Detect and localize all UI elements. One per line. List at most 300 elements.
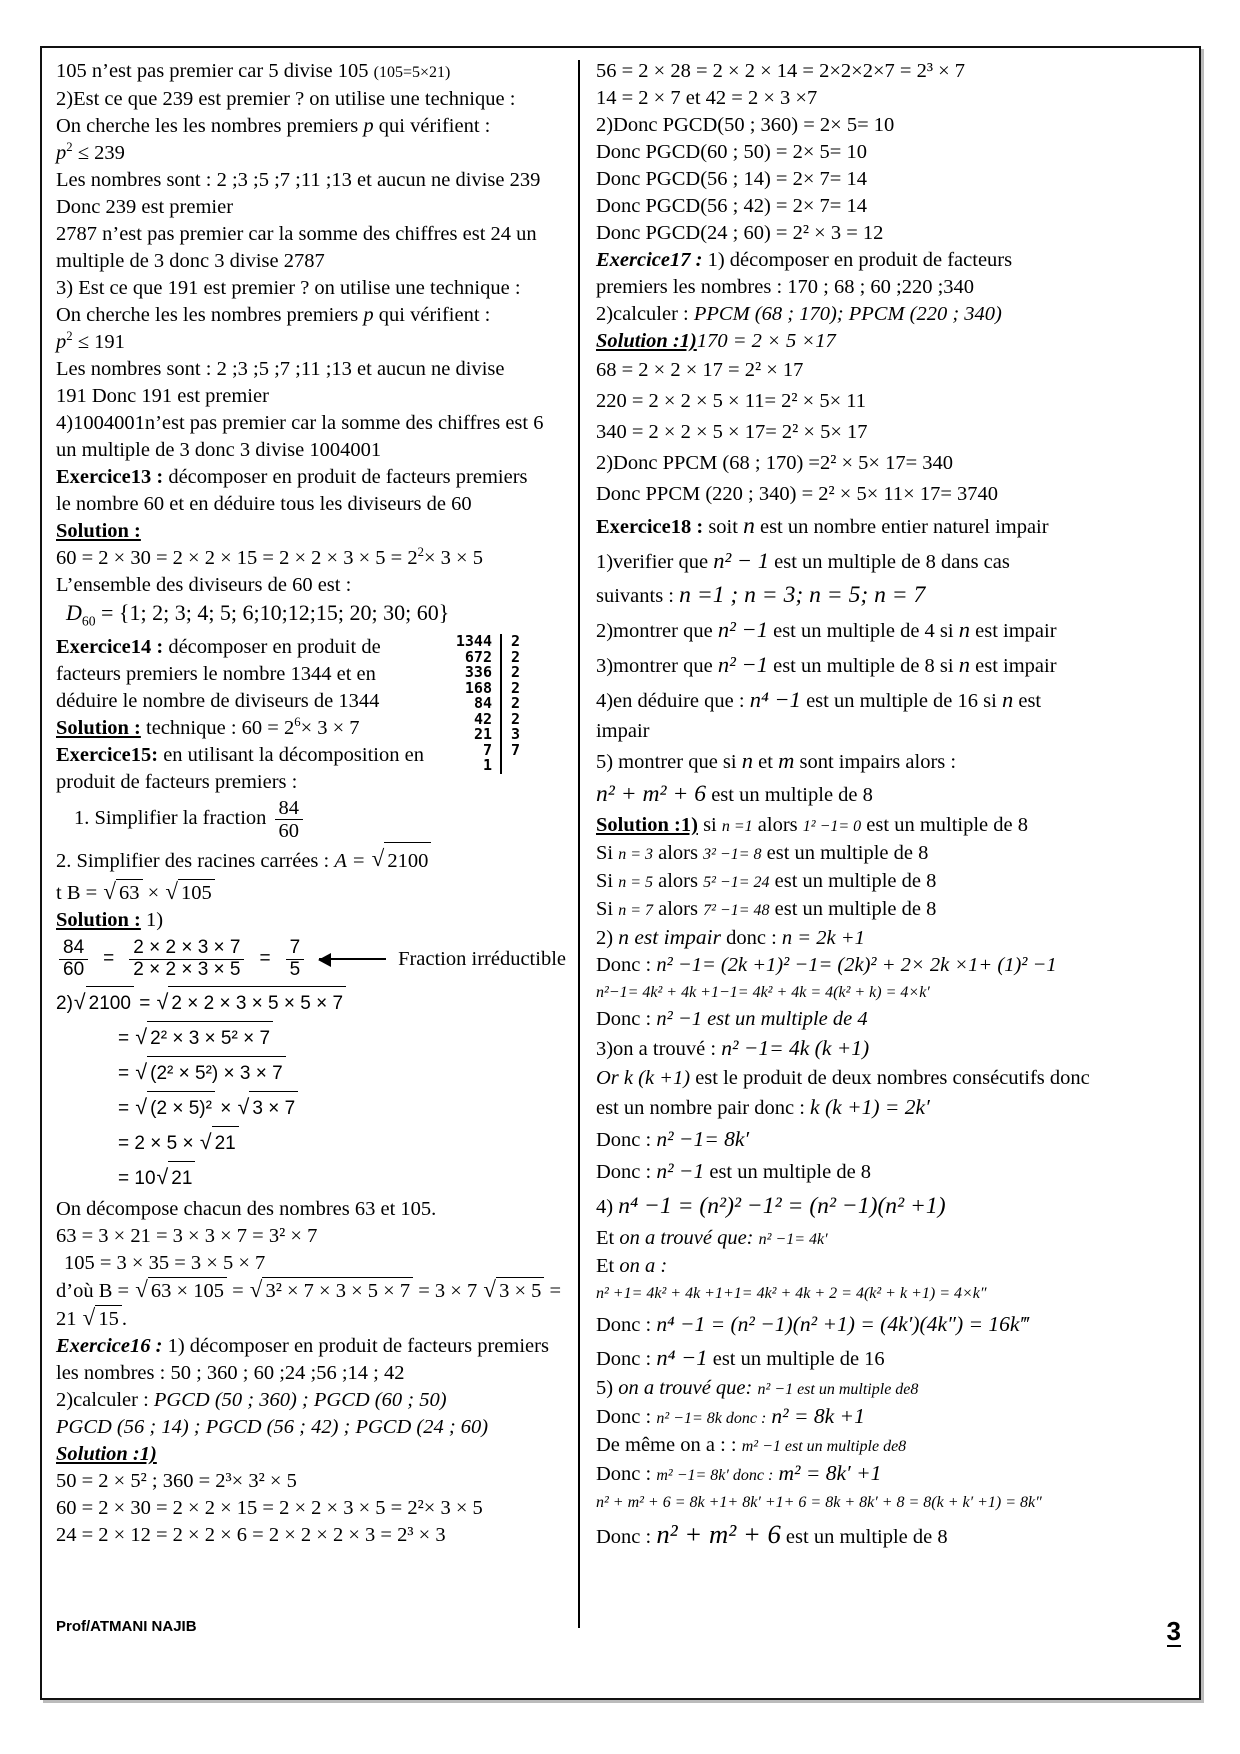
formula-n4: n⁴ −1 = (n²)² −1² = (n² −1)(n² +1) [618, 1193, 946, 1219]
q3-label: 3)montrer que [595, 655, 713, 677]
fraction-simplification-row [56, 938, 566, 980]
divisor-cell: 3 [511, 725, 521, 744]
conclusion: est un multiple de 8 [709, 1161, 872, 1183]
equals-sign: = [118, 1098, 130, 1120]
ex18-et-trouve [596, 1225, 1185, 1253]
quotient-cell: 84 [473, 694, 492, 713]
deriv-line-2 [56, 1021, 566, 1056]
ppcm-68-170: 2)Donc PPCM (68 ; 170) =2² × 5× 17= 340 [595, 452, 954, 474]
exercice18-heading [596, 510, 1185, 544]
numerator: 84 [59, 938, 88, 960]
on-cherche-239: On cherche les les nombres premiers [56, 115, 359, 137]
q2-text: 2. Simplifier des racines carrées : [56, 850, 330, 873]
ex18-part4 [596, 1188, 1185, 1225]
n-impair-text: n est impair [618, 925, 721, 949]
line-105-not-prime: 105 n’est pas premier car 5 divise 105 [56, 60, 369, 82]
numerator: 7 [286, 938, 305, 960]
times-symbol: × [147, 882, 160, 905]
n-equals-2k1: n = 2k +1 [781, 927, 865, 949]
produit-text: est le produit de deux nombres consécutifs donc [695, 1067, 1090, 1089]
line-2787-a: 2787 n’est pas premier car la somme des chiffres est 24 un [56, 223, 537, 245]
ex18-q1 [596, 544, 1185, 579]
left-column [56, 58, 576, 1628]
primes-list-239: Les nombres sont : 2 ;3 ;5 ;7 ;11 ;13 et aucun ne divise 239 [56, 169, 541, 191]
quotient-cell: 42 [473, 709, 492, 728]
exercice13-statement2: le nombre 60 et en déduire tous les diviseurs de 60 [56, 493, 472, 515]
ex18-donc-mult4 [596, 1006, 1185, 1033]
exercice16-calculer [56, 1387, 566, 1414]
fraction-84-60 [59, 938, 88, 980]
on-cherche-191: On cherche les les nombres premiers [56, 304, 359, 326]
radicand: 3 × 5 [496, 1277, 544, 1305]
question-3-191: 3) Est ce que 191 est premier ? on utilise une technique : [56, 277, 521, 299]
exp-2: 2 [66, 140, 73, 155]
sqrt-factored [157, 986, 346, 1021]
step-text: = 2 × 5 × [118, 1133, 194, 1155]
text-line [56, 302, 566, 329]
qui-verifient-191: qui vérifient : [378, 304, 491, 326]
primes-list-191: Les nombres sont : 2 ;3 ;5 ;7 ;11 ;13 et aucun ne divise [56, 358, 505, 380]
donc-label: Donc : [595, 1314, 652, 1336]
ex18-expand-2: n²−1= 4k² + 4k +1−1= 4k² + 4k = 4(k² + k) = 4×k′ [595, 984, 930, 1001]
quotient-cell: 1 [482, 756, 492, 775]
q3-text: est un multiple de 8 si [773, 655, 954, 677]
expr-n2-m2-6: n² + m² + 6 [595, 781, 707, 807]
ppcm-list: PPCM (68 ; 170); PPCM (220 ; 340) [693, 303, 1002, 325]
sqrt-2100 [74, 986, 134, 1021]
line-105-factor: (105=5×21) [373, 64, 451, 81]
equals-sign: = [139, 993, 151, 1015]
quotient-cell: 1344 [455, 632, 492, 651]
division-divisors [500, 634, 520, 774]
n-equals-1: n =1 [721, 818, 753, 835]
ex18-solution-3 [596, 868, 1185, 896]
donc-label: Donc : [595, 1526, 652, 1548]
sqrt-21 [157, 1161, 196, 1196]
ex18-donc-mult16 [596, 1342, 1185, 1375]
step-number: 2) [56, 993, 73, 1015]
sqrt-factored [250, 1277, 413, 1305]
left-arrow-icon [319, 958, 386, 960]
period: . [121, 1308, 127, 1331]
decompose-105: 105 = 3 × 35 = 3 × 5 × 7 [64, 1252, 266, 1275]
technique-text: technique : 60 = 2 [146, 717, 295, 740]
n-equals-5: n = 5 [618, 874, 654, 891]
donc-label: Donc : [595, 1463, 652, 1485]
expr-n4-1: n⁴ −1 [656, 1345, 708, 1370]
q2-label: 2)montrer que [595, 620, 713, 642]
two-column-layout [56, 58, 1185, 1628]
quotient-cell: 7 [482, 740, 492, 759]
author-name: Prof/ATMANI NAJIB [56, 1618, 197, 1635]
ex18-donc-mult8 [596, 1156, 1185, 1188]
denominator: 60 [63, 958, 85, 980]
q2-text: est un multiple de 4 si [773, 620, 954, 642]
si-text: Si [595, 870, 614, 892]
pgcd-60-50: Donc PGCD(60 ; 50) = 2× 5= 10 [595, 141, 867, 163]
donc-label: Donc : [595, 1348, 652, 1370]
donc-label: Donc : [595, 1406, 652, 1428]
n-equals-3: n = 3 [618, 846, 654, 863]
solution-text: Solution :1) [595, 814, 698, 836]
dec-220: 220 = 2 × 2 × 5 × 11= 2² × 5× 11 [595, 390, 867, 412]
equals-sign: = [118, 1028, 130, 1050]
line-1004001-b: un multiple de 3 donc 3 divise 1004001 [56, 439, 382, 461]
formula: n² −1 est un multiple de8 [757, 1381, 919, 1398]
conclusion: est un multiple de 8 [866, 814, 1028, 836]
text-line [56, 58, 566, 86]
exercice15-q1 [56, 796, 566, 842]
q1-text: 1. Simplifier la fraction [74, 807, 267, 830]
expansion: n² −1= (2k +1)² −1= (2k)² + 2× 2k ×1+ (1)² −1 [656, 954, 1057, 976]
ex18-solution-4 [596, 896, 1185, 924]
solution-text: Solution : [56, 909, 141, 932]
exercice13-statement: décomposer en produit de facteurs premiers [168, 466, 528, 488]
de-meme-label: De même on a : : [595, 1434, 737, 1456]
ex18-de-meme [596, 1432, 1185, 1460]
ex18-final-sum: n² + m² + 6 = 8k +1+ 8k′ +1+ 6 = 8k + 8k′ + 8 = 8(k + k′ +1) = 8k″ [595, 1494, 1042, 1511]
radicand: 21 [212, 1126, 239, 1161]
formula: m² −1 est un multiple de8 [741, 1438, 907, 1455]
quotient-cell: 21 [473, 725, 492, 744]
variable-n: n [958, 617, 971, 642]
conclusion-239: Donc 239 est premier [56, 196, 234, 218]
decompose-intro: On décompose chacun des nombres 63 et 105. [56, 1198, 437, 1221]
divisor-cell: 2 [511, 663, 521, 682]
inequality-p2-239 [56, 140, 566, 167]
ex18-q2 [596, 613, 1185, 648]
on-a-text: on a : [619, 1255, 668, 1277]
result: n² = 8k +1 [771, 1404, 865, 1428]
line-1004001-a: 4)1004001n’est pas premier car la somme des chiffres est 6 [56, 412, 544, 434]
pgcd-list-2: PGCD (56 ; 14) ; PGCD (56 ; 42) ; PGCD (24 ; 60) [56, 1416, 489, 1439]
radicand: 2100 [86, 986, 134, 1021]
exercice17-label: Exercice17 : [595, 249, 703, 271]
formula: n⁴ −1 = (n² −1)(n² +1) = (4k′)(4k″) = 16k‴ [656, 1312, 1029, 1336]
step-text: = 10 [118, 1168, 156, 1190]
equals-sign: = [259, 948, 271, 970]
fraction-84-60 [275, 797, 304, 842]
pgcd-list-1: PGCD (50 ; 360) ; PGCD (60 ; 50) [153, 1389, 447, 1412]
dec-68: 68 = 2 × 2 × 17 = 2² × 17 [595, 359, 804, 381]
ex18-et-on-a [596, 1253, 1185, 1280]
exercice17-statement: 1) décomposer en produit de facteurs [707, 249, 1013, 271]
set-symbol-D: D [66, 600, 82, 625]
expr-n2-m2-6: n² + m² + 6 [656, 1519, 781, 1549]
ex18-donc-8k1 [596, 1403, 1185, 1432]
quotient-cell: 168 [464, 678, 492, 697]
et-label: Et [595, 1227, 615, 1249]
exercice18-statement: est un nombre entier naturel impair [759, 516, 1049, 538]
radicand: (2² × 5²) × 3 × 7 [147, 1056, 286, 1091]
ineq-rhs: ≤ 239 [77, 142, 125, 164]
computation: 3² −1= 8 [703, 846, 762, 863]
donc-text: donc : [726, 927, 777, 949]
solution-label [56, 518, 566, 545]
computation: 7² −1= 48 [703, 902, 770, 919]
variable-n: n [958, 652, 971, 677]
sqrt-21 [200, 1126, 239, 1161]
B-tail: = 3 × 7 [418, 1280, 478, 1303]
numerator: 84 [275, 797, 304, 820]
variable-p: p [363, 115, 374, 137]
conclusion-191: 191 Donc 191 est premier [56, 385, 269, 407]
sqrt-powers [135, 1021, 273, 1056]
divisor-cell: 2 [511, 709, 521, 728]
sqrt-3x5 [483, 1277, 544, 1305]
exp-2: 2 [66, 329, 73, 344]
solution-text: Solution : [56, 520, 141, 542]
si-text: Si [595, 842, 614, 864]
sqrt-105 [165, 879, 214, 907]
radicand: 2² × 3 × 5² × 7 [147, 1021, 273, 1056]
ineq-rhs: ≤ 191 [77, 331, 125, 353]
conclusion: est un multiple de 8 [785, 1526, 948, 1548]
coefficient: 21 [56, 1308, 77, 1331]
equals-sign: = [549, 1280, 562, 1303]
q5-tail: sont impairs alors : [799, 751, 957, 773]
equals-sign: = [232, 1280, 244, 1303]
sqrt-2100 [372, 842, 432, 879]
exercice14-statement2: facteurs premiers le nombre 1344 et en [56, 663, 376, 686]
sqrt-square [135, 1091, 215, 1126]
deriv-line-5 [56, 1126, 566, 1161]
line-2787-b: multiple de 3 donc 3 divise 2787 [56, 250, 325, 272]
exercice18-label: Exercice18 : [595, 516, 704, 538]
exercice15-statement2: produit de facteurs premiers : [56, 771, 298, 794]
fraction-7-5 [286, 938, 305, 980]
expr: n² −1 [656, 1159, 705, 1183]
calculer-label: 2)calculer : [595, 303, 689, 325]
part-number: 5) [595, 1377, 614, 1399]
radicand: 21 [168, 1161, 195, 1196]
sqrt-63 [103, 879, 142, 907]
exercice16-label: Exercice16 : [56, 1335, 163, 1358]
variable-n: n [1001, 687, 1014, 712]
exercice16-solution-label [56, 1441, 566, 1468]
expr-n4-1: n⁴ −1 [749, 687, 801, 712]
quotient-cell: 336 [464, 663, 492, 682]
radicand: 3² × 7 × 3 × 5 × 7 [262, 1277, 413, 1305]
set-subscript: 60 [81, 613, 96, 629]
formula: k (k +1) = 2k′ [810, 1095, 930, 1119]
suivants-label: suivants : [595, 585, 675, 607]
ensemble-diviseurs-label: L’ensemble des diviseurs de 60 est : [56, 574, 352, 596]
conclusion-mult4: n² −1 est un multiple de 4 [656, 1008, 868, 1030]
radicand: 105 [178, 879, 215, 907]
part-number: 1) [146, 909, 164, 932]
deriv-line-6 [56, 1161, 566, 1196]
exercice15-solution-label [56, 907, 566, 934]
alors-text: alors [757, 814, 798, 836]
q1-text: est un multiple de 8 dans cas [774, 551, 1010, 573]
part-number: 4) [595, 1196, 614, 1218]
ex18-pair [596, 1092, 1185, 1124]
ex18-donc-expand [596, 952, 1185, 979]
deriv-line-3 [56, 1056, 566, 1091]
divisor-cell: 2 [511, 678, 521, 697]
exercice17-calculer [596, 301, 1185, 328]
donc-label: Donc : [595, 1129, 652, 1151]
divisor-cell: 2 [511, 632, 521, 651]
expr-n2-1: n² − 1 [713, 548, 770, 573]
formula: n² −1= 4k′ [758, 1231, 828, 1248]
exercice16-numbers: les nombres : 50 ; 360 ; 60 ;24 ;56 ;14 ; 42 [56, 1362, 405, 1385]
ex18-part2 [596, 924, 1185, 952]
radicand: (2 × 5)² [147, 1091, 215, 1126]
part-number: 2) [595, 927, 614, 949]
exercice16-heading [56, 1333, 566, 1360]
donc-label: Donc : [595, 1161, 652, 1183]
sqrt-21 [238, 1091, 299, 1126]
dec-14-42: 14 = 2 × 7 et 42 = 2 × 3 ×7 [595, 87, 818, 109]
formula: n² −1= 8k′ [656, 1127, 750, 1151]
computation: 1² −1= 0 [802, 818, 862, 835]
dec-60: 60 = 2 × 30 = 2 × 2 × 15 = 2 × 2 × 3 × 5 = 2²× 3 × 5 [56, 1497, 483, 1520]
pgcd-24-60: Donc PGCD(24 ; 60) = 2² × 3 = 12 [595, 222, 884, 244]
ex18-q1-values [596, 579, 1185, 613]
ex18-final-conclusion [596, 1516, 1185, 1555]
on-a-trouve: on a trouvé que: [618, 1377, 753, 1399]
numerator: 2 × 2 × 3 × 7 [129, 938, 244, 960]
technique-tail: × 3 × 7 [300, 717, 360, 740]
ex18-or-k [596, 1065, 1185, 1092]
q4-label: 4)en déduire que : [595, 690, 745, 712]
exercice16-statement: 1) décomposer en produit de facteurs premiers [167, 1335, 549, 1358]
variable-p: p [363, 304, 374, 326]
division-table [454, 634, 520, 774]
q2-tail: est impair [975, 620, 1057, 642]
exercice13-label: Exercice13 : [56, 466, 164, 488]
dec60-body: 60 = 2 × 30 = 2 × 2 × 15 = 2 × 2 × 3 × 5 = 2 [56, 547, 418, 569]
et-label: Et [595, 1255, 615, 1277]
alors-text: alors [658, 842, 698, 864]
q4-tail: est [1018, 690, 1042, 712]
sqrt-2100-derivation [56, 986, 566, 1196]
alors-text: alors [658, 870, 698, 892]
ex18-donc-n4 [596, 1307, 1185, 1342]
expr-n2-1: n² −1 [717, 652, 768, 677]
page-footer [42, 1612, 1199, 1698]
dec-24: 24 = 2 × 12 = 2 × 2 × 6 = 2 × 2 × 2 × 3 = 2³ × 3 [56, 1524, 446, 1547]
n-equals-7: n = 7 [618, 902, 654, 919]
divisor-cell: 7 [511, 740, 521, 759]
dec-50-360: 50 = 2 × 5² ; 360 = 2³× 3² × 5 [56, 1470, 297, 1493]
q4-text: est un multiple de 16 si [806, 690, 997, 712]
exercice13-heading [56, 464, 566, 491]
page-number: 3 [1166, 1616, 1181, 1646]
conclusion: est un multiple de 8 [766, 842, 929, 864]
exercice15-statement: en utilisant la décomposition en [163, 744, 424, 767]
var-p: p [56, 142, 67, 164]
dec-170: 170 = 2 × 5 ×17 [696, 330, 836, 352]
exp-2: 2 [417, 545, 424, 560]
solution-text: Solution :1) [56, 1443, 157, 1466]
var-p: p [56, 331, 67, 353]
si-text: Si [595, 898, 614, 920]
ex18-q5-expr [596, 778, 1185, 812]
denominator: 5 [289, 958, 301, 980]
exercice14-statement3: déduire le nombre de diviseurs de 1344 [56, 690, 380, 713]
quotient-cell: 672 [464, 647, 492, 666]
ex18-q4 [596, 683, 1185, 718]
q5-label: 5) montrer que si [595, 751, 737, 773]
dec60-tail: × 3 × 5 [423, 547, 483, 569]
radicand: 2 × 2 × 3 × 5 × 5 × 7 [168, 986, 346, 1021]
q1-label: 1)verifier que [595, 551, 709, 573]
calculer-label: 2)calculer : [56, 1389, 149, 1412]
inequality-p2-191 [56, 329, 566, 356]
conclusion: est un multiple de 16 [712, 1348, 885, 1370]
equals-sign: = [118, 1063, 130, 1085]
variable-n: n [741, 748, 754, 773]
sqrt-grouped [135, 1056, 285, 1091]
on-a-trouve: on a trouvé que: [619, 1227, 754, 1249]
pair-text: est un nombre pair donc : [595, 1097, 805, 1119]
A-equals: A = [334, 850, 366, 873]
exercice15-q3 [56, 879, 566, 907]
ppcm-220-340: Donc PPCM (220 ; 340) = 2² × 5× 11× 17= 3740 [595, 483, 999, 505]
exp-6: 6 [294, 715, 301, 730]
decompose-63: 63 = 3 × 21 = 3 × 3 × 7 = 3² × 7 [56, 1225, 318, 1248]
exercice14-label: Exercice14 : [56, 636, 164, 659]
donc-label: Donc : [595, 954, 652, 976]
et-text: et [758, 751, 773, 773]
ex18-part5 [596, 1375, 1185, 1403]
exercice17-heading [596, 247, 1185, 274]
ex18-solution-2 [596, 840, 1185, 868]
document-page [40, 46, 1201, 1700]
solution-text: Solution : [56, 717, 141, 740]
pgcd-56-14: Donc PGCD(56 ; 14) = 2× 7= 14 [595, 168, 867, 190]
q3-tail: est impair [975, 655, 1057, 677]
expr-n2-1: n² −1 [717, 617, 768, 642]
right-column [592, 58, 1185, 1628]
conclusion: est un multiple de 8 [774, 870, 937, 892]
exercice17-numbers: premiers les nombres : 170 ; 68 ; 60 ;220 ;340 [595, 276, 975, 298]
dec-340: 340 = 2 × 2 × 5 × 17= 2² × 5× 17 [595, 421, 868, 443]
text-line [56, 113, 566, 140]
variable-n: n [743, 513, 755, 539]
formula: n² −1= 4k (k +1) [721, 1036, 870, 1060]
divisor-cell: 2 [511, 647, 521, 666]
exercice14-statement: décomposer en produit de [168, 636, 381, 659]
dec-56: 56 = 2 × 28 = 2 × 2 × 14 = 2×2×2×7 = 2³ × 7 [595, 60, 966, 82]
B-equals: t B = [56, 882, 98, 905]
set-contents: = {1; 2; 3; 4; 5; 6;10;12;15; 20; 30; 60} [101, 600, 450, 625]
computation: 5² −1= 24 [703, 874, 770, 891]
exercice15-label: Exercice15: [56, 744, 159, 767]
page-inner [42, 48, 1199, 1698]
ex18-q3 [596, 648, 1185, 683]
radicand: 15 [95, 1305, 122, 1333]
divisor-cell: 2 [511, 694, 521, 713]
part-label: 3)on a trouvé : [595, 1038, 717, 1060]
decomposition-60 [56, 545, 566, 572]
radicand: 2100 [384, 842, 431, 879]
radicand: 63 × 105 [148, 1277, 227, 1305]
B-final [56, 1305, 566, 1333]
radicand: 63 [116, 879, 143, 907]
deriv-line-1 [56, 986, 566, 1021]
question-2-239: 2)Est ce que 239 est premier ? on utilise une technique : [56, 88, 516, 110]
exercice17-solution [596, 328, 1185, 355]
formula: m² −1= 8k′ donc : [656, 1467, 774, 1484]
radicand: 3 × 7 [249, 1091, 298, 1126]
solution-text: Solution :1) [595, 330, 697, 352]
result: m² = 8k′ +1 [778, 1461, 882, 1485]
column-divider [578, 60, 580, 1628]
